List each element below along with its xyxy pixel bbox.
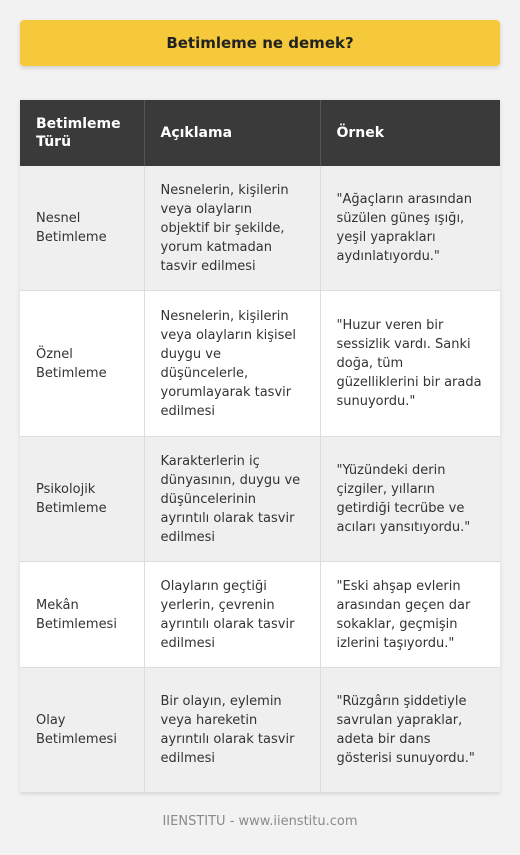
column-header-example: Örnek <box>320 100 500 166</box>
cell-description: Nesnelerin, kişilerin veya olayların objektif bir şekilde, yorum katmadan tasvir edilmesi <box>144 166 320 291</box>
betimleme-table <box>20 100 500 793</box>
cell-type: Nesnel Betimleme <box>20 166 144 291</box>
table-row <box>20 291 500 437</box>
cell-type: Olay Betimlemesi <box>20 668 144 793</box>
cell-description: Bir olayın, eylemin veya hareketin ayrıntılı olarak tasvir edilmesi <box>144 668 320 793</box>
cell-description: Nesnelerin, kişilerin veya olayların kişisel duygu ve düşüncelerle, yorumlayarak tasvir edilmesi <box>144 291 320 437</box>
cell-type: Psikolojik Betimleme <box>20 437 144 562</box>
cell-type: Mekân Betimlemesi <box>20 562 144 668</box>
table-header-row <box>20 100 500 166</box>
title-banner <box>20 20 500 66</box>
column-header-description: Açıklama <box>144 100 320 166</box>
cell-example: "Eski ahşap evlerin arasından geçen dar sokaklar, geçmişin izlerini taşıyordu." <box>320 562 500 668</box>
cell-description: Karakterlerin iç dünyasının, duygu ve düşüncelerinin ayrıntılı olarak tasvir edilmesi <box>144 437 320 562</box>
footer-credit: IIENSTITU - www.iienstitu.com <box>162 814 358 829</box>
table-row <box>20 668 500 793</box>
cell-type: Öznel Betimleme <box>20 291 144 437</box>
cell-example: "Yüzündeki derin çizgiler, yılların getirdiği tecrübe ve acıları yansıtıyordu." <box>320 437 500 562</box>
cell-example: "Rüzgârın şiddetiyle savrulan yapraklar, adeta bir dans gösterisi sunuyordu." <box>320 668 500 793</box>
table-row <box>20 166 500 291</box>
table-row <box>20 437 500 562</box>
page-title: Betimleme ne demek? <box>166 34 354 52</box>
cell-description: Olayların geçtiği yerlerin, çevrenin ayrıntılı olarak tasvir edilmesi <box>144 562 320 668</box>
table-row <box>20 562 500 668</box>
cell-example: "Huzur veren bir sessizlik vardı. Sanki doğa, tüm güzelliklerini bir arada sunuyordu." <box>320 291 500 437</box>
cell-example: "Ağaçların arasından süzülen güneş ışığı, yeşil yaprakları aydınlatıyordu." <box>320 166 500 291</box>
column-header-type: Betimleme Türü <box>20 100 144 166</box>
